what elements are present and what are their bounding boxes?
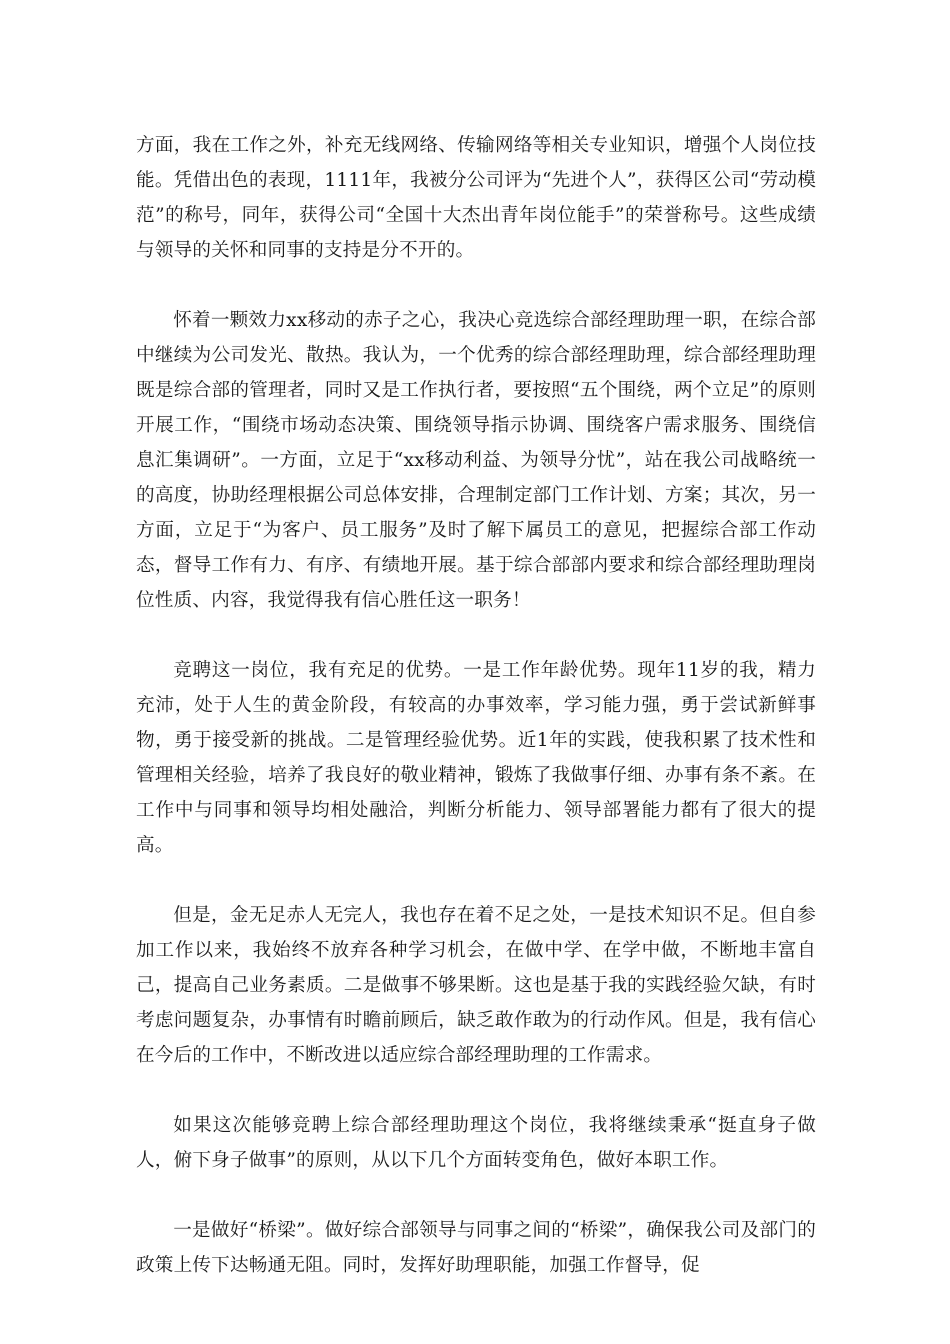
paragraph-3: 竞聘这一岗位，我有充足的优势。一是工作年龄优势。现年11岁的我，精力充沛，处于人生的黄金阶段，有较高的办事效率，学习能力强，勇于尝试新鲜事物，勇于接受新的挑战。二是管理经验优势。近1年的实践，使我积累了技术性和管理相关经验，培养了我良好的敬业精神，锻炼了我做事仔细、办事有条不紊。在工作中与同事和领导均相处融洽，判断分析能力、领导部署能力都有了很大的提高。 <box>136 660 816 856</box>
paragraph-1: 方面，我在工作之外，补充无线网络、传输网络等相关专业知识，增强个人岗位技能。凭借出色的表现，1111年，我被分公司评为“先进个人”，获得区公司“劳动模范”的称号，同年，获得公司“全国十大杰出青年岗位能手”的荣誉称号。这些成绩与领导的关怀和同事的支持是分不开的。 <box>136 135 816 261</box>
paragraph-2: 怀着一颗效力xx移动的赤子之心，我决心竞选综合部经理助理一职，在综合部中继续为公司发光、散热。我认为，一个优秀的综合部经理助理，综合部经理助理既是综合部的管理者，同时又是工作执行者，要按照“五个围绕，两个立足”的原则开展工作，“围绕市场动态决策、围绕领导指示协调、围绕客户需求服务、围绕信息汇集调研”。一方面，立足于“xx移动利益、为领导分忧”，站在我公司战略统一的高度，协助经理根据公司总体安排，合理制定部门工作计划、方案；其次，另一方面，立足于“为客户、员工服务”及时了解下属员工的意见，把握综合部工作动态，督导工作有力、有序、有绩地开展。基于综合部部内要求和综合部经理助理岗位性质、内容，我觉得我有信心胜任这一职务！ <box>136 310 816 611</box>
paragraph-6: 一是做好“桥梁”。做好综合部领导与同事之间的“桥梁”，确保我公司及部门的政策上传下达畅通无阻。同时，发挥好助理职能，加强工作督导，促 <box>136 1220 816 1276</box>
document-body <box>136 128 816 1318</box>
paragraph-5: 如果这次能够竞聘上综合部经理助理这个岗位，我将继续秉承“挺直身子做人，俯下身子做事”的原则，从以下几个方面转变角色，做好本职工作。 <box>136 1115 816 1171</box>
paragraph-4: 但是，金无足赤人无完人，我也存在着不足之处，一是技术知识不足。但自参加工作以来，我始终不放弃各种学习机会，在做中学、在学中做，不断地丰富自己，提高自己业务素质。二是做事不够果断。这也是基于我的实践经验欠缺，有时考虑问题复杂，办事情有时瞻前顾后，缺乏敢作敢为的行动作风。但是，我有信心在今后的工作中，不断改进以适应综合部经理助理的工作需求。 <box>136 905 816 1066</box>
